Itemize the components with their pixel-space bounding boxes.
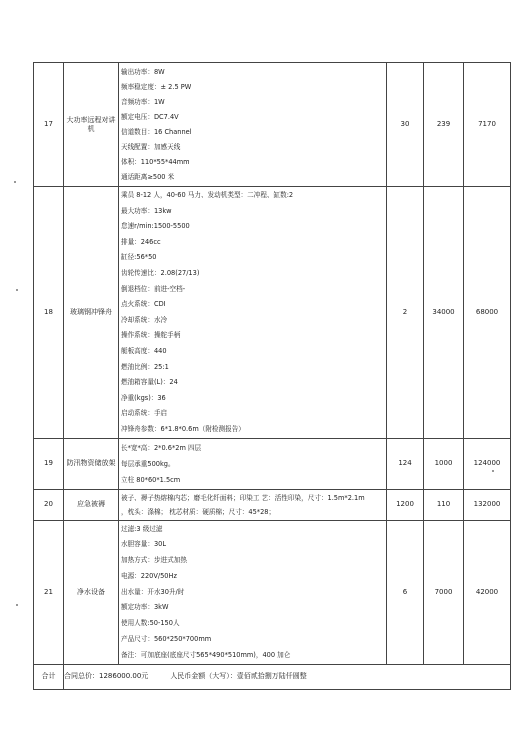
spec-line: 排量：246cc (121, 237, 161, 246)
spec-line: 天线配置：加感天线 (121, 143, 181, 151)
spec-line: 备注：可加底座(底座尺寸565*490*510mm)，400 加仑 (121, 650, 291, 659)
total-label: 合计 (34, 664, 64, 689)
total-row (34, 664, 511, 689)
spec-cell (119, 187, 387, 439)
spec-line: 最大功率：13kw (121, 206, 172, 215)
spec-line: 使用人数:50-150人 (121, 619, 180, 628)
quantity: 6 (387, 520, 424, 664)
spec-line: 操作系统：操舵手柄 (121, 331, 181, 340)
spec-line: 冲锋舟参数：6*1.8*0.6m（附检测报告） (121, 424, 245, 433)
quantity: 30 (387, 63, 424, 187)
table-row (34, 187, 511, 439)
table-row (34, 489, 511, 520)
item-name: 玻璃钢冲锋舟 (64, 187, 119, 439)
spec-line: 加热方式：步进式加热 (121, 556, 187, 565)
spec-line: 燃油箱容量(L)：24 (121, 378, 178, 387)
row-number: 17 (34, 63, 64, 187)
spec-line: 净重(kgs)：36 (121, 393, 166, 402)
quantity: 124 (387, 438, 424, 489)
table-row (34, 438, 511, 489)
spec-line: 水胆容量：30L (121, 540, 167, 549)
item-name: 防汛物资储放架 (64, 438, 119, 489)
unit-price: 239 (424, 63, 464, 187)
spec-line: 齿轮传速比：2.08(27/13) (121, 268, 200, 277)
row-number: 20 (34, 489, 64, 520)
item-name: 大功率远程对讲机 (64, 63, 119, 187)
amount: 68000 (464, 187, 511, 439)
row-number: 19 (34, 438, 64, 489)
spec-line: 缸径:56*50 (121, 253, 157, 262)
amount: 124000 (464, 438, 511, 489)
unit-price: 7000 (424, 520, 464, 664)
spec-line: 被子、褥子热熔棉内芯；磨毛化纤面料；印染工 艺：活性印染，尺寸：1.5m*2.1m (121, 494, 365, 502)
amount: 132000 (464, 489, 511, 520)
spec-line: 通话距离≥500 米 (121, 173, 175, 181)
spec-line: 过滤:3 级过滤 (121, 524, 163, 533)
spec-line: ，枕头：涤棉； 枕芯材质：硬质棉；尺寸：45*28； (121, 508, 276, 516)
spec-line: 每层承重500kg。 (121, 460, 175, 468)
item-name: 应急被褥 (64, 489, 119, 520)
total-cell (64, 664, 511, 689)
spec-line: 启动系统：手启 (121, 409, 168, 418)
quantity: 1200 (387, 489, 424, 520)
table-row (34, 63, 511, 187)
scan-speck (16, 289, 18, 291)
spec-line: 产品尺寸：560*250*700mm (121, 635, 212, 644)
spec-cell (119, 63, 387, 187)
spec-line: 倒退档位：前进-空档- (121, 284, 186, 293)
quantity: 2 (387, 187, 424, 439)
spec-line: 出水量：开水30升/时 (121, 587, 185, 596)
unit-price: 34000 (424, 187, 464, 439)
spec-line: 长*宽*高：2*0.6*2m 四层 (121, 444, 202, 452)
spec-cell (119, 438, 387, 489)
unit-price: 110 (424, 489, 464, 520)
spec-line: 怠速r/min:1500-5500 (121, 222, 190, 231)
spec-line: 额定电压：DC7.4V (121, 113, 179, 121)
spec-line: 频率稳定度：± 2.5 PW (121, 83, 192, 91)
procurement-table (33, 62, 511, 690)
spec-line: 乘员 8-12 人，40-60 马力、发动机类型：二冲程、缸数:2 (121, 191, 294, 199)
scan-speck (14, 181, 16, 183)
unit-price: 1000 (424, 438, 464, 489)
spec-line: 艇板高度：440 (121, 346, 167, 355)
spec-line: 点火系统：CDI (121, 300, 166, 309)
spec-line: 信道数目：16 Channel (121, 128, 192, 136)
spec-line: 电源：220V/50Hz (121, 571, 177, 580)
spec-line: 体积：110*55*44mm (121, 158, 190, 166)
row-number: 18 (34, 187, 64, 439)
item-name: 净水设备 (64, 520, 119, 664)
spec-line: 立柱 80*60*1.5cm (121, 476, 181, 484)
spec-cell (119, 489, 387, 520)
spec-cell (119, 520, 387, 664)
amount: 42000 (464, 520, 511, 664)
scan-speck (16, 604, 18, 606)
spec-line: 额定功率：3kW (121, 603, 169, 612)
spec-line: 燃油比例：25:1 (121, 362, 169, 371)
row-number: 21 (34, 520, 64, 664)
amount-in-words: 人民币金额（大写）：壹佰贰拾捌万陆仟圆整 (170, 672, 307, 681)
table-row (34, 520, 511, 664)
amount: 7170 (464, 63, 511, 187)
spec-line: 音频功率：1W (121, 98, 165, 106)
spec-line: 输出功率：8W (121, 68, 165, 76)
spec-line: 冷却系统：水冷 (121, 315, 168, 324)
contract-total: 合同总价：1286000.00元 (64, 672, 149, 681)
